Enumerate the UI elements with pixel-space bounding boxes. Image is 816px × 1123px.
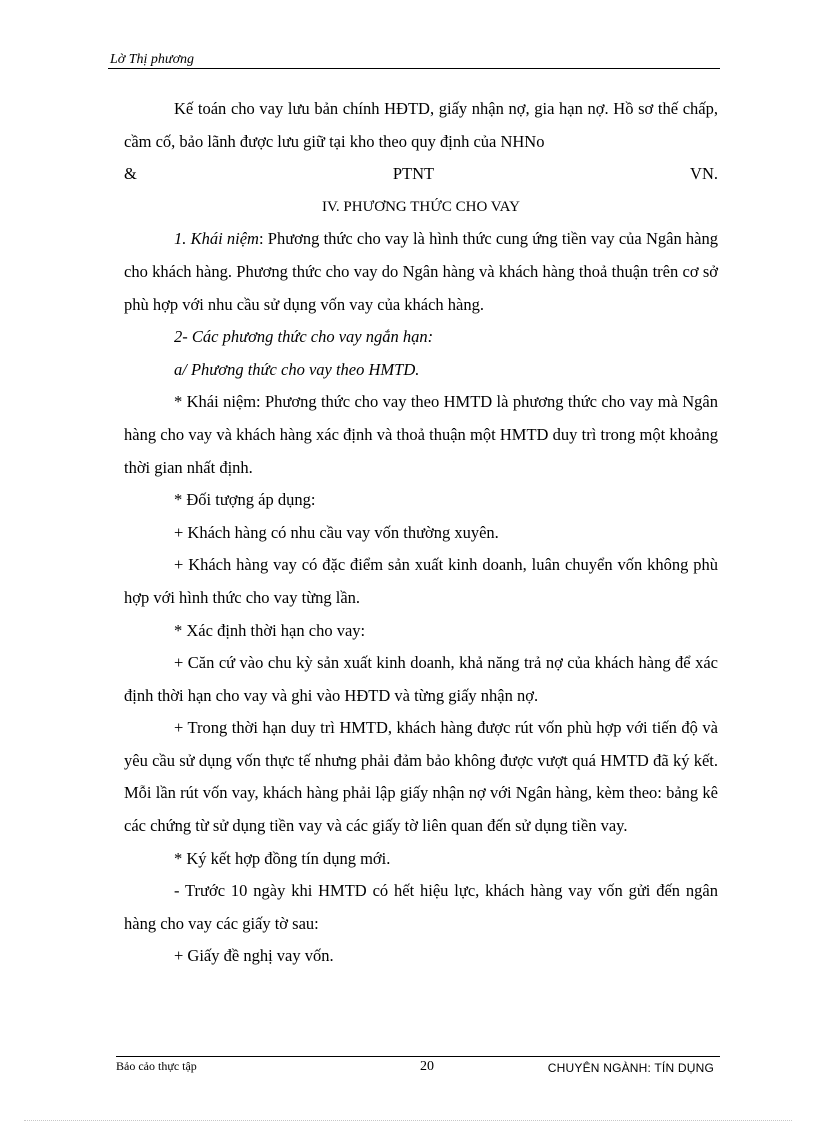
paragraph-2-text: : Phương thức cho vay là hình thức cung ứng tiền vay của Ngân hàng cho khách hàng. Phương thức cho vay do Ngân hàng và khách hàng thoả thuận trên cơ sở phù hợp với nhu cầu sử dụng vốn vay của khách hàng. bbox=[124, 229, 718, 314]
document-body bbox=[124, 93, 718, 973]
paragraph-2-label: 1. Khái niệm bbox=[174, 229, 259, 249]
paragraph-2 bbox=[124, 223, 718, 321]
paragraph-9: + Trong thời hạn duy trì HMTD, khách hàng được rút vốn phù hợp với tiến độ và yêu cầu sử dụng vốn thực tế nhưng phải đảm bảo không được vượt quá HMTD đã ký kết. Mỗi lần rút vốn vay, khách hàng phải lập giấy nhận nợ với Ngân hàng, kèm theo: bảng kê các chứng từ sử dụng tiền vay và các giấy tờ liên quan đến sử dụng tiền vay. bbox=[124, 718, 718, 836]
p1-end-ptnt: PTNT bbox=[392, 164, 435, 184]
paragraph-10: * Ký kết hợp đồng tín dụng mới. bbox=[174, 848, 391, 868]
paragraph-1-end bbox=[124, 158, 718, 191]
paragraph-11: - Trước 10 ngày khi HMTD có hết hiệu lực, khách hàng vay vốn gửi đến ngân hàng cho vay các giấy tờ sau: bbox=[124, 881, 718, 933]
paragraph-1 bbox=[124, 93, 718, 158]
header-author: Lờ Thị phương bbox=[110, 52, 195, 67]
paragraph-5: + Khách hàng có nhu cầu vay vốn thường xuyên. bbox=[174, 522, 499, 542]
section-title: IV. PHƯƠNG THỨC CHO VAY bbox=[322, 198, 520, 215]
paragraph-7: * Xác định thời hạn cho vay: bbox=[174, 620, 366, 640]
paragraph-3: * Khái niệm: Phương thức cho vay theo HMTD là phương thức cho vay mà Ngân hàng cho vay và khách hàng xác định và thoả thuận một HMTD duy trì trong một khoảng thời gian nhất định. bbox=[124, 392, 718, 477]
subheading-2: a/ Phương thức cho vay theo HMTD. bbox=[174, 359, 420, 379]
p1-end-vn: VN. bbox=[690, 164, 718, 184]
paragraph-6: + Khách hàng vay có đặc điểm sản xuất kinh doanh, luân chuyển vốn không phù hợp với hình thức cho vay từng lần. bbox=[124, 555, 718, 607]
page-footer bbox=[116, 1056, 720, 1081]
page-edge-divider bbox=[24, 1120, 792, 1121]
paragraph-1-text: Kế toán cho vay lưu bản chính HĐTD, giấy nhận nợ, gia hạn nợ. Hồ sơ thế chấp, cầm cố, bảo lãnh được lưu giữ tại kho theo quy định của NHNo bbox=[124, 99, 718, 151]
footer-right-text: CHUYÊN NGÀNH: TÍN DỤNG bbox=[547, 1061, 714, 1075]
page-header bbox=[108, 48, 720, 69]
p1-end-amp: & bbox=[124, 164, 137, 184]
paragraph-8: + Căn cứ vào chu kỳ sản xuất kinh doanh, khả năng trả nợ của khách hàng để xác định thời hạn cho vay và ghi vào HĐTD và từng giấy nhận nợ. bbox=[124, 653, 718, 705]
paragraph-4: * Đối tượng áp dụng: bbox=[174, 490, 316, 510]
subheading-1: 2- Các phương thức cho vay ngắn hạn: bbox=[174, 327, 434, 347]
footer-left-text: Bảo cảo thực tập bbox=[116, 1059, 197, 1073]
paragraph-12: + Giấy đề nghị vay vốn. bbox=[174, 946, 334, 966]
page-number: 20 bbox=[420, 1059, 434, 1074]
